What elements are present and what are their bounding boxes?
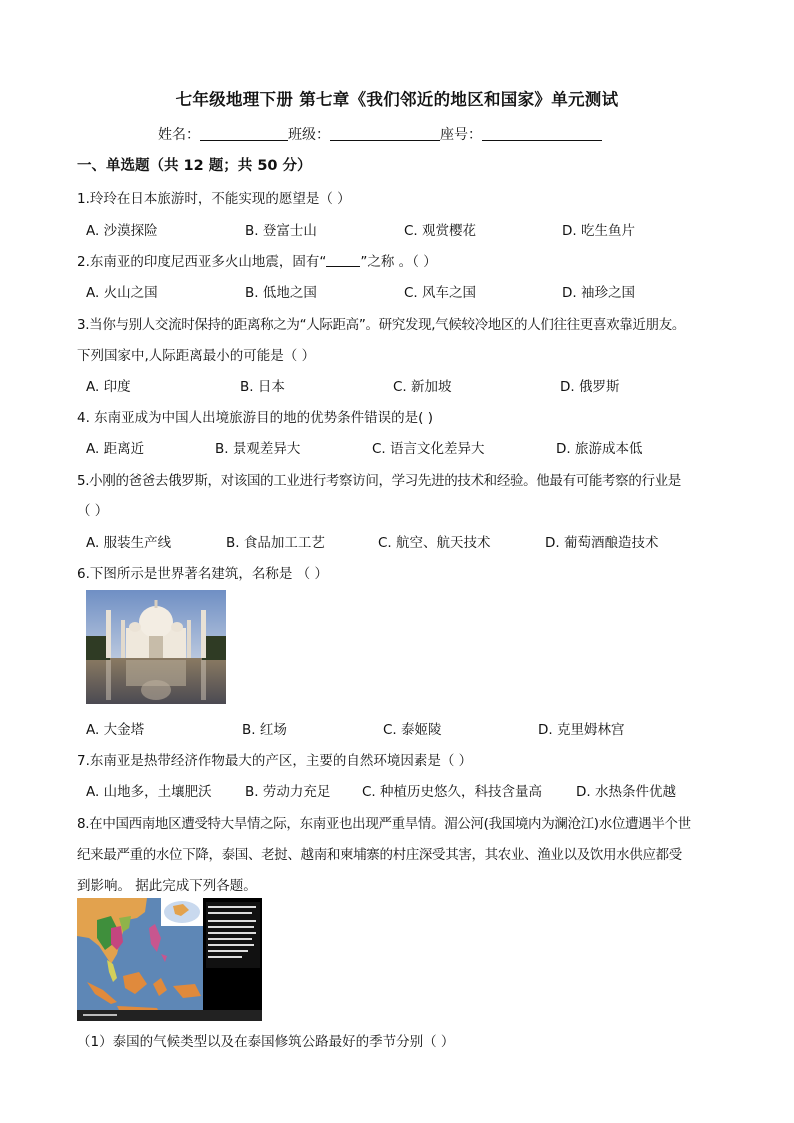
question-3-option-b[interactable]: B. 日本 xyxy=(240,379,285,395)
question-8-stem-line2: 纪来最严重的水位下降，泰国、老挝、越南和柬埔寨的村庄深受其害，其农业、渔业以及饮用水供应都受 xyxy=(77,847,682,863)
question-2-stem-post: ”之称 。（ ） xyxy=(360,254,437,270)
question-3-stem-line2: 下列国家中,人际距离最小的可能是（ ） xyxy=(77,348,316,364)
section-heading: 一、单选题（共 12 题；共 50 分） xyxy=(77,158,312,174)
question-5-option-d[interactable]: D. 葡萄酒酿造技术 xyxy=(545,535,659,551)
question-7-option-d[interactable]: D. 水热条件优越 xyxy=(576,784,676,800)
question-7-option-b[interactable]: B. 劳动力充足 xyxy=(245,784,331,800)
taj-mahal-illustration xyxy=(86,590,226,704)
name-label: 姓名： xyxy=(158,127,200,143)
question-5-option-b[interactable]: B. 食品加工工艺 xyxy=(226,535,325,551)
question-6-stem: 6.下图所示是世界著名建筑，名称是 （ ） xyxy=(77,566,328,582)
question-3-option-d[interactable]: D. 俄罗斯 xyxy=(560,379,620,395)
question-6-option-c[interactable]: C. 泰姬陵 xyxy=(383,722,442,738)
question-1-stem: 1.玲玲在日本旅游时，不能实现的愿望是（ ） xyxy=(77,191,351,207)
question-2-option-b[interactable]: B. 低地之国 xyxy=(245,285,317,301)
question-1-option-b[interactable]: B. 登富士山 xyxy=(245,223,317,239)
student-info-line xyxy=(158,124,602,144)
question-2-stem xyxy=(77,250,437,270)
question-3-option-c[interactable]: C. 新加坡 xyxy=(393,379,452,395)
question-1-option-d[interactable]: D. 吃生鱼片 xyxy=(562,223,635,239)
question-2-blank[interactable] xyxy=(326,254,360,267)
question-6-option-b[interactable]: B. 红场 xyxy=(242,722,287,738)
question-8-stem-line3: 到影响。 据此完成下列各题。 xyxy=(77,878,257,894)
question-4-option-c[interactable]: C. 语言文化差异大 xyxy=(372,441,485,457)
question-6-option-d[interactable]: D. 克里姆林宫 xyxy=(538,722,625,738)
name-blank[interactable] xyxy=(200,126,288,141)
question-4-option-d[interactable]: D. 旅游成本低 xyxy=(556,441,643,457)
question-7-option-c[interactable]: C. 种植历史悠久，科技含量高 xyxy=(362,784,543,800)
page-title: 七年级地理下册 第七章《我们邻近的地区和国家》单元测试 xyxy=(175,90,619,109)
question-5-stem: 5.小刚的爸爸去俄罗斯，对该国的工业进行考察访问，学习先进的技术和经验。他最有可能考察的行业是 xyxy=(77,473,681,489)
question-5-stem-line2: （ ） xyxy=(77,503,109,519)
question-2-option-c[interactable]: C. 风车之国 xyxy=(404,285,477,301)
taj-mahal-photo xyxy=(86,590,226,704)
southeast-asia-map xyxy=(77,898,262,1021)
question-4-stem: 4. 东南亚成为中国人出境旅游目的地的优势条件错误的是( ) xyxy=(77,410,433,426)
question-4-option-b[interactable]: B. 景观差异大 xyxy=(215,441,301,457)
question-7-stem: 7.东南亚是热带经济作物最大的产区，主要的自然环境因素是（ ） xyxy=(77,753,473,769)
question-1-option-a[interactable]: A. 沙漠探险 xyxy=(86,223,158,239)
question-1-option-c[interactable]: C. 观赏樱花 xyxy=(404,223,477,239)
class-blank[interactable] xyxy=(330,126,440,141)
question-3-stem: 3.当你与别人交流时保持的距离称之为“人际距高”。研究发现,气候较冷地区的人们往往更喜欢靠近朋友。 xyxy=(77,317,686,333)
question-7-option-a[interactable]: A. 山地多，土壤肥沃 xyxy=(86,784,212,800)
question-5-option-c[interactable]: C. 航空、航天技术 xyxy=(378,535,491,551)
question-2-stem-pre: 2.东南亚的印度尼西亚多火山地震，固有“ xyxy=(77,254,327,270)
question-3-option-a[interactable]: A. 印度 xyxy=(86,379,131,395)
question-6-option-a[interactable]: A. 大金塔 xyxy=(86,722,145,738)
map-illustration xyxy=(77,898,262,1021)
question-8-stem: 8.在中国西南地区遭受特大旱情之际，东南亚也出现严重旱情。湄公河(我国境内为澜沧江)水位遭遇半个世 xyxy=(77,816,691,832)
seat-label: 座号： xyxy=(440,127,482,143)
question-4-option-a[interactable]: A. 距离近 xyxy=(86,441,145,457)
question-2-option-a[interactable]: A. 火山之国 xyxy=(86,285,158,301)
class-label: 班级： xyxy=(288,127,330,143)
question-2-option-d[interactable]: D. 袖珍之国 xyxy=(562,285,635,301)
question-8-sub-1: （1）泰国的气候类型以及在泰国修筑公路最好的季节分别（ ） xyxy=(77,1034,455,1050)
seat-blank[interactable] xyxy=(482,126,602,141)
question-5-option-a[interactable]: A. 服装生产线 xyxy=(86,535,172,551)
